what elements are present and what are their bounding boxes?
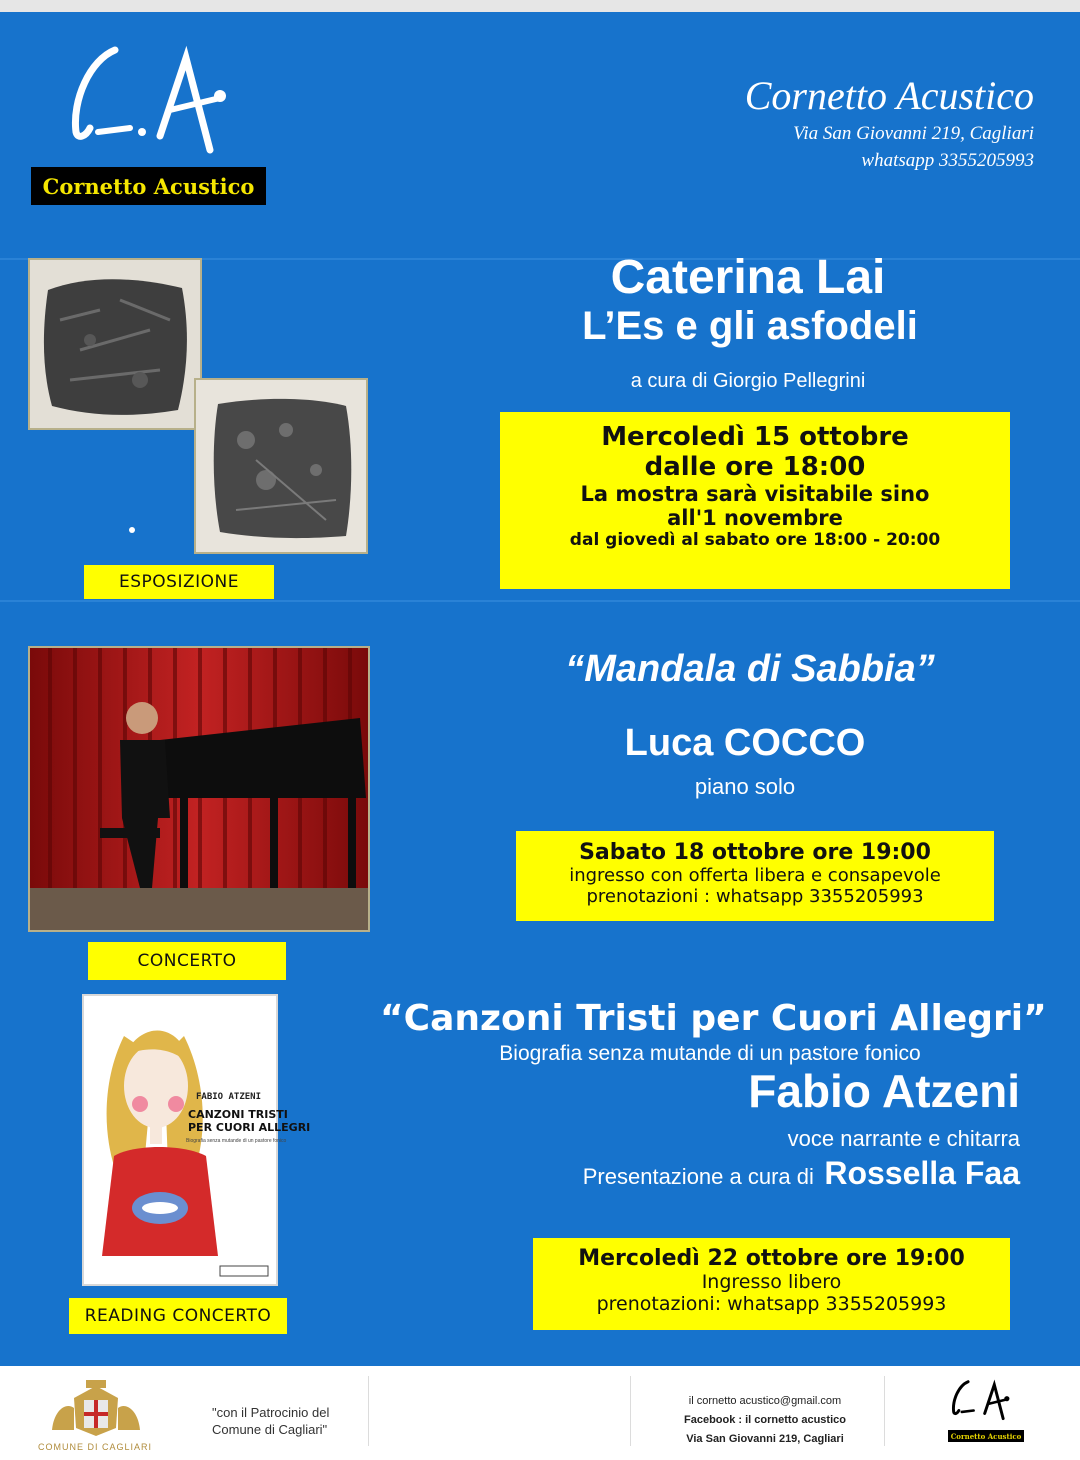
poster <box>0 12 1080 1366</box>
artist-caterina-lai: Caterina Lai <box>610 251 886 304</box>
exhibition-title: L’Es e gli asfodeli <box>582 304 918 348</box>
reading-title: “Canzoni Tristi per Cuori Allegri” <box>380 998 1047 1039</box>
footer-divider <box>368 1376 369 1446</box>
concert-info-box <box>516 831 994 921</box>
footer <box>0 1366 1080 1460</box>
venue-address: Via San Giovanni 219, Cagliari <box>793 123 1034 144</box>
book-cover-image <box>82 994 311 1286</box>
footer-divider <box>884 1376 885 1446</box>
reading-entry: Ingresso libero <box>701 1271 842 1293</box>
reading-booking: prenotazioni: whatsapp 3355205993 <box>596 1293 947 1315</box>
book-title-line2: PER CUORI ALLEGRI <box>188 1121 311 1134</box>
tag-esposizione: ESPOSIZIONE <box>84 565 274 599</box>
venue-phone: whatsapp 3355205993 <box>861 150 1034 171</box>
book-title <box>188 1108 310 1134</box>
top-strip <box>0 0 1080 12</box>
reading-presentation <box>480 1155 1020 1192</box>
book-title-line1: CANZONI TRISTI <box>188 1108 288 1121</box>
contact-facebook[interactable]: Facebook : il cornetto acustico <box>684 1414 846 1426</box>
logo-badge: Cornetto Acustico <box>31 167 266 205</box>
contact-address: Via San Giovanni 219, Cagliari <box>686 1433 844 1445</box>
artwork-image-1 <box>28 258 202 430</box>
reading-date: Mercoledì 22 ottobre ore 19:00 <box>578 1246 965 1271</box>
exhibition-curator: a cura di Giorgio Pellegrini <box>630 370 866 392</box>
artwork-image-2 <box>194 378 368 554</box>
artist-fabio-atzeni: Fabio Atzeni <box>748 1065 1020 1117</box>
footer-logo-badge: Cornetto Acustico <box>948 1430 1024 1442</box>
cornetto-acustico-logo-icon <box>60 40 240 170</box>
patronage-line1: "con il Patrocinio del <box>212 1405 330 1420</box>
book-subtitle: Biografia senza mutande di un pastore fonico <box>186 1138 287 1144</box>
exhibition-hours: dal giovedì al sabato ore 18:00 - 20:00 <box>569 530 941 550</box>
concert-date: Sabato 18 ottobre ore 19:00 <box>579 840 931 865</box>
exhibition-info-box <box>500 412 1010 589</box>
reading-subtitle: Biografia senza mutande di un pastore fonico <box>499 1042 921 1065</box>
footer-logo-icon <box>946 1378 1016 1426</box>
artist-luca-cocco: Luca COCCO <box>624 722 866 764</box>
tag-concerto: CONCERTO <box>88 942 286 980</box>
contact-email[interactable]: il cornetto acustico@gmail.com <box>688 1395 842 1407</box>
concert-subtitle: piano solo <box>694 774 796 799</box>
comune-label: COMUNE DI CAGLIARI <box>37 1442 152 1452</box>
exhibition-open-until: La mostra sarà visitabile sino <box>580 482 930 506</box>
venue-title: Cornetto Acustico <box>744 73 1034 118</box>
exhibition-time: dalle ore 18:00 <box>644 452 866 482</box>
comune-crest-icon <box>44 1380 148 1440</box>
divider <box>0 600 1080 602</box>
concert-entry: ingresso con offerta libera e consapevole <box>569 865 941 886</box>
presentation-prefix: Presentazione a cura di <box>582 1164 814 1189</box>
decorative-dot <box>129 527 135 533</box>
pianist-photo <box>28 646 370 932</box>
exhibition-date: Mercoledì 15 ottobre <box>601 422 909 452</box>
concert-title: “Mandala di Sabbia” <box>565 648 935 690</box>
tag-reading-concerto: READING CONCERTO <box>69 1298 287 1334</box>
patronage-line2: Comune di Cagliari" <box>212 1422 328 1437</box>
reading-role: voce narrante e chitarra <box>787 1126 1020 1151</box>
concert-booking: prenotazioni : whatsapp 3355205993 <box>586 886 924 907</box>
exhibition-end-date: all'1 novembre <box>667 506 843 530</box>
presenter-name: Rossella Faa <box>824 1155 1020 1191</box>
reading-info-box <box>533 1238 1010 1330</box>
footer-divider <box>630 1376 631 1446</box>
book-author: FABIO ATZENI <box>196 1092 262 1102</box>
contact-block <box>660 1392 870 1449</box>
patronage-text <box>212 1404 329 1438</box>
